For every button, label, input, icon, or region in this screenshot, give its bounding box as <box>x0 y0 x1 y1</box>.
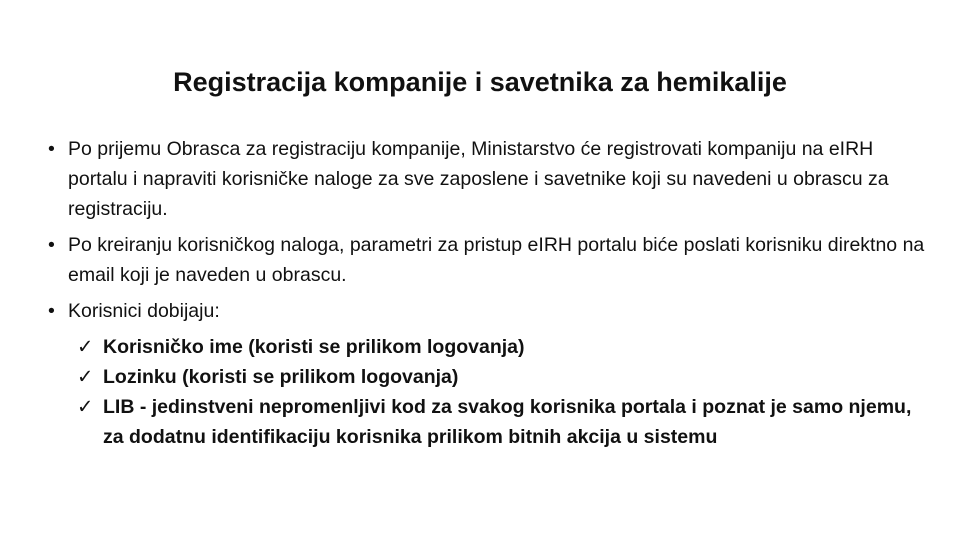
check-text: Korisničko ime (koristi se prilikom logovanja) <box>103 336 525 358</box>
check-item <box>46 362 926 392</box>
checkmark-icon: ✓ <box>77 396 94 418</box>
check-text: Lozinku (koristi se prilikom logovanja) <box>103 366 459 388</box>
bullet-text: Po kreiranju korisničkog naloga, parametri za pristup eIRH portalu biće poslati korisniku direktno na email koji je naveden u obrascu. <box>68 234 925 286</box>
bullet-dot-icon: • <box>48 300 55 322</box>
bullet-dot-icon: • <box>48 234 55 256</box>
bullet-item <box>46 134 926 224</box>
slide-body <box>46 134 926 452</box>
bullet-text: Korisnici dobijaju: <box>68 300 220 322</box>
bullet-text: Po prijemu Obrasca za registraciju kompanije, Ministarstvo će registrovati kompaniju na eIRH portalu i napraviti korisničke naloge za sve zaposlene i savetnike koji su navedeni u obrascu za registraciju. <box>68 138 889 220</box>
bullet-item <box>46 230 926 290</box>
checkmark-icon: ✓ <box>77 366 94 388</box>
check-item <box>46 392 926 452</box>
slide-title: Registracija kompanije i savetnika za hemikalije <box>173 67 787 97</box>
check-item <box>46 332 926 362</box>
checkmark-icon: ✓ <box>77 336 94 358</box>
bullet-item <box>46 296 926 326</box>
check-text: LIB - jedinstveni nepromenljivi kod za svakog korisnika portala i poznat je samo njemu, za dodatnu identifikaciju korisnika prilikom bitnih akcija u sistemu <box>103 396 912 448</box>
bullet-dot-icon: • <box>48 138 55 160</box>
